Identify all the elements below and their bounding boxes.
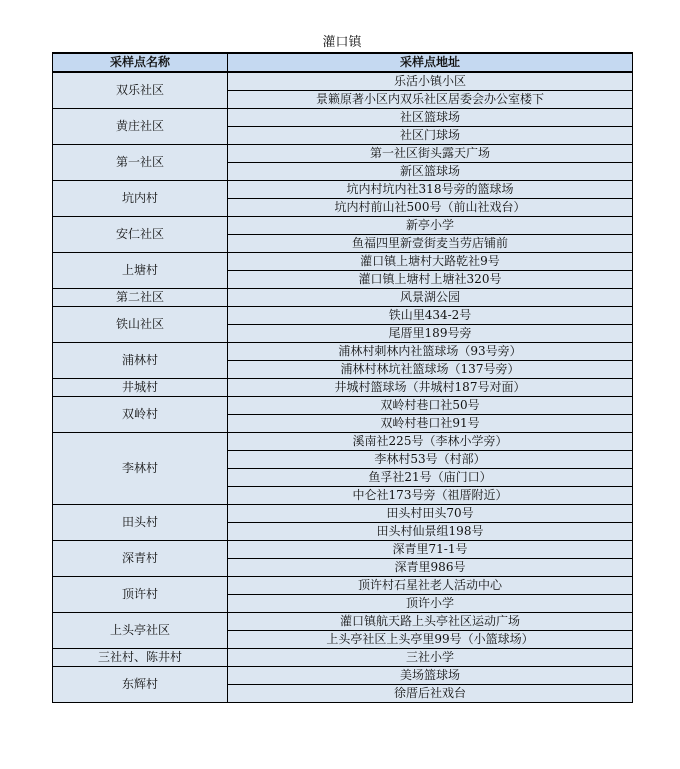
site-address-cell: 徐厝后社戏台 <box>228 685 633 703</box>
site-address-cell: 深青里986号 <box>228 559 633 577</box>
site-address-cell: 顶许村石星社老人活动中心 <box>228 577 633 595</box>
site-address-cell: 乐活小镇小区 <box>228 72 633 91</box>
site-address-cell: 浦林村林坑社篮球场（137号旁） <box>228 361 633 379</box>
site-name-cell: 三社村、陈井村 <box>53 649 228 667</box>
site-address-cell: 景籁原著小区内双乐社区居委会办公室楼下 <box>228 91 633 109</box>
site-address-cell: 田头村仙景组198号 <box>228 523 633 541</box>
site-address-cell: 社区篮球场 <box>228 109 633 127</box>
table-row <box>53 289 633 307</box>
table-row <box>53 379 633 397</box>
site-name-cell: 双乐社区 <box>53 72 228 109</box>
table-row <box>53 397 633 415</box>
table-row <box>53 145 633 163</box>
column-header-address: 采样点地址 <box>228 53 633 72</box>
table-row <box>53 109 633 127</box>
site-address-cell: 溪南社225号（李林小学旁） <box>228 433 633 451</box>
site-address-cell: 井城村篮球场（井城村187号对面） <box>228 379 633 397</box>
table-header <box>53 53 633 72</box>
table-row <box>53 433 633 451</box>
site-address-cell: 双岭村巷口社91号 <box>228 415 633 433</box>
site-name-cell: 第二社区 <box>53 289 228 307</box>
site-name-cell: 李林村 <box>53 433 228 505</box>
site-address-cell: 双岭村巷口社50号 <box>228 397 633 415</box>
column-header-name: 采样点名称 <box>53 53 228 72</box>
table-row <box>53 667 633 685</box>
table-row <box>53 343 633 361</box>
site-address-cell: 美场篮球场 <box>228 667 633 685</box>
site-address-cell: 田头村田头70号 <box>228 505 633 523</box>
site-address-cell: 深青里71-1号 <box>228 541 633 559</box>
site-name-cell: 铁山社区 <box>53 307 228 343</box>
site-address-cell: 社区门球场 <box>228 127 633 145</box>
table-row <box>53 253 633 271</box>
site-address-cell: 上头亭社区上头亭里99号（小篮球场） <box>228 631 633 649</box>
site-address-cell: 尾厝里189号旁 <box>228 325 633 343</box>
table-body <box>53 72 633 703</box>
site-address-cell: 铁山里434-2号 <box>228 307 633 325</box>
table-row <box>53 307 633 325</box>
site-name-cell: 顶许村 <box>53 577 228 613</box>
table-row <box>53 577 633 595</box>
site-address-cell: 坑内村前山社500号（前山社戏台） <box>228 199 633 217</box>
site-address-cell: 新区篮球场 <box>228 163 633 181</box>
table-row <box>53 72 633 91</box>
site-address-cell: 三社小学 <box>228 649 633 667</box>
page-title: 灌口镇 <box>322 35 362 50</box>
site-name-cell: 双岭村 <box>53 397 228 433</box>
site-name-cell: 坑内村 <box>53 181 228 217</box>
table-row <box>53 541 633 559</box>
table-row <box>53 649 633 667</box>
header-row <box>53 53 633 72</box>
site-address-cell: 中仑社173号旁（祖厝附近） <box>228 487 633 505</box>
table-row <box>53 613 633 631</box>
site-name-cell: 井城村 <box>53 379 228 397</box>
sampling-sites-table <box>52 52 633 703</box>
table-row <box>53 217 633 235</box>
site-address-cell: 李林村53号（村部） <box>228 451 633 469</box>
table-row <box>53 181 633 199</box>
site-name-cell: 东辉村 <box>53 667 228 703</box>
site-name-cell: 上头亭社区 <box>53 613 228 649</box>
site-address-cell: 浦林村刺林内社篮球场（93号旁） <box>228 343 633 361</box>
site-name-cell: 浦林村 <box>53 343 228 379</box>
site-address-cell: 灌口镇上塘村大路乾社9号 <box>228 253 633 271</box>
site-address-cell: 新亭小学 <box>228 217 633 235</box>
site-address-cell: 灌口镇上塘村上塘社320号 <box>228 271 633 289</box>
table-row <box>53 505 633 523</box>
site-address-cell: 风景湖公园 <box>228 289 633 307</box>
site-name-cell: 安仁社区 <box>53 217 228 253</box>
site-address-cell: 顶许小学 <box>228 595 633 613</box>
site-name-cell: 第一社区 <box>53 145 228 181</box>
site-address-cell: 鱼福四里新壹街麦当劳店铺前 <box>228 235 633 253</box>
site-name-cell: 上塘村 <box>53 253 228 289</box>
site-address-cell: 鱼孚社21号（庙门口） <box>228 469 633 487</box>
site-name-cell: 田头村 <box>53 505 228 541</box>
site-address-cell: 第一社区街头露天广场 <box>228 145 633 163</box>
site-name-cell: 深青村 <box>53 541 228 577</box>
site-address-cell: 灌口镇航天路上头亭社区运动广场 <box>228 613 633 631</box>
site-address-cell: 坑内村坑内社318号旁的篮球场 <box>228 181 633 199</box>
site-name-cell: 黄庄社区 <box>53 109 228 145</box>
